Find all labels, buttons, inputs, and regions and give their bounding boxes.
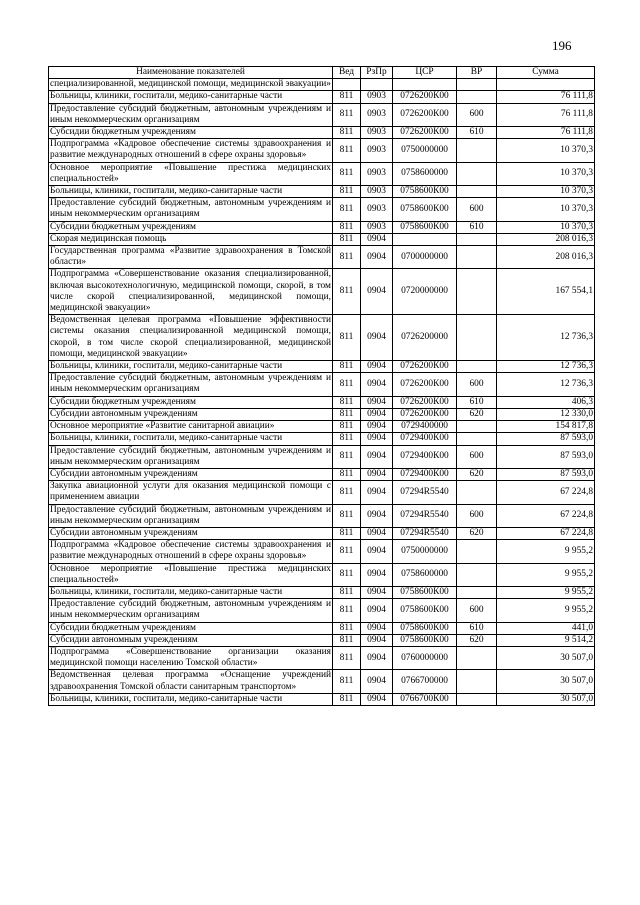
table-row [49, 91, 595, 103]
cell-sum: 9 955,2 [497, 586, 595, 598]
cell-csr [393, 233, 457, 245]
cell-sum: 67 224,8 [497, 481, 595, 504]
cell-csr: 0758600К00 [393, 634, 457, 646]
cell-vr [457, 540, 497, 563]
cell-rzpr: 0904 [361, 634, 393, 646]
cell-ved: 811 [333, 646, 361, 669]
table-row [49, 162, 595, 185]
cell-rzpr: 0904 [361, 481, 393, 504]
cell-vr [457, 646, 497, 669]
table-row [49, 233, 595, 245]
cell-csr: 0720000000 [393, 269, 457, 315]
cell-vr: 600 [457, 198, 497, 221]
cell-name: Основное мероприятие «Повышение престижа медицинских специальностей» [50, 563, 331, 585]
table-row [49, 634, 595, 646]
cell-sum: 76 111,8 [497, 127, 595, 139]
table-row [49, 527, 595, 539]
cell-name: Субсидии автономным учреждениям [49, 468, 333, 480]
cell-sum: 10 370,3 [497, 162, 595, 185]
cell-name: Субсидии бюджетным учреждениям [49, 622, 333, 634]
table-row [49, 563, 595, 586]
cell-sum: 87 593,0 [497, 468, 595, 480]
cell-rzpr: 0904 [361, 421, 393, 433]
cell-name: Больницы, клиники, госпитали, медико-санитарные части [49, 433, 333, 445]
table-row [49, 127, 595, 139]
cell-vr [457, 269, 497, 315]
cell-sum: 12 736,3 [497, 373, 595, 396]
cell-name: Закупка авиационной услуги для оказания медицинской помощи с применением авиации [50, 481, 331, 503]
cell-sum: 9 955,2 [497, 599, 595, 622]
cell-name: Субсидии бюджетным учреждениям [49, 396, 333, 408]
cell-rzpr: 0903 [361, 186, 393, 198]
cell-csr: 0758600000 [393, 563, 457, 586]
cell-ved: 811 [333, 127, 361, 139]
cell-ved: 811 [333, 586, 361, 598]
cell-rzpr: 0904 [361, 433, 393, 445]
cell-sum: 76 111,8 [497, 103, 595, 126]
cell-rzpr: 0903 [361, 198, 393, 221]
cell-rzpr: 0904 [361, 670, 393, 693]
cell-csr: 0750000000 [393, 139, 457, 162]
cell-sum [497, 79, 595, 91]
cell-csr: 0729400К00 [393, 468, 457, 480]
cell-sum: 12 736,3 [497, 315, 595, 361]
cell-csr: 0758600К00 [393, 622, 457, 634]
cell-csr [393, 79, 457, 91]
cell-csr: 0726200К00 [393, 408, 457, 420]
cell-ved: 811 [333, 527, 361, 539]
cell-rzpr: 0903 [361, 127, 393, 139]
cell-vr [457, 233, 497, 245]
cell-rzpr: 0904 [361, 586, 393, 598]
cell-name: Предоставление субсидий бюджетным, автономным учреждениям и иным некоммерческим организациям [50, 373, 331, 395]
cell-ved: 811 [333, 233, 361, 245]
cell-ved: 811 [333, 504, 361, 527]
cell-vr [457, 139, 497, 162]
cell-name: Субсидии бюджетным учреждениям [49, 127, 333, 139]
cell-sum: 208 016,3 [497, 246, 595, 269]
table-row [49, 246, 595, 269]
cell-sum: 76 111,8 [497, 91, 595, 103]
cell-name: Подпрограмма «Совершенствование организации оказания медицинской помощи населению Томской области» [50, 646, 331, 669]
cell-name: Предоставление субсидий бюджетным, автономным учреждениям и иным некоммерческим организациям [50, 103, 331, 125]
cell-rzpr: 0904 [361, 361, 393, 373]
cell-vr [457, 670, 497, 693]
cell-vr: 600 [457, 103, 497, 126]
table-row [49, 139, 595, 162]
cell-sum: 9 955,2 [497, 563, 595, 586]
cell-csr: 0758600К00 [393, 186, 457, 198]
cell-ved [333, 79, 361, 91]
cell-ved: 811 [333, 198, 361, 221]
cell-ved: 811 [333, 540, 361, 563]
cell-vr: 600 [457, 599, 497, 622]
cell-csr: 0758600К00 [393, 599, 457, 622]
cell-vr [457, 246, 497, 269]
table-row [49, 103, 595, 126]
table-row [49, 79, 595, 91]
cell-sum: 167 554,1 [497, 269, 595, 315]
cell-ved: 811 [333, 634, 361, 646]
cell-name: Больницы, клиники, госпитали, медико-санитарные части [49, 586, 333, 598]
cell-sum: 406,3 [497, 396, 595, 408]
cell-name: Субсидии автономным учреждениям [49, 527, 333, 539]
cell-ved: 811 [333, 139, 361, 162]
cell-name: Больницы, клиники, госпитали, медико-санитарные части [49, 91, 333, 103]
cell-ved: 811 [333, 408, 361, 420]
cell-sum: 10 370,3 [497, 139, 595, 162]
cell-name: Субсидии автономным учреждениям [49, 634, 333, 646]
cell-name: Скорая медицинская помощь [49, 233, 333, 245]
header-ved: Вед [333, 67, 361, 79]
table-row [49, 269, 595, 315]
cell-csr: 0726200К00 [393, 396, 457, 408]
cell-rzpr: 0904 [361, 622, 393, 634]
cell-ved: 811 [333, 693, 361, 705]
cell-ved: 811 [333, 445, 361, 468]
cell-vr [457, 91, 497, 103]
cell-vr [457, 421, 497, 433]
table-row [49, 504, 595, 527]
cell-csr: 0726200К00 [393, 373, 457, 396]
cell-sum: 10 370,3 [497, 221, 595, 233]
cell-csr: 0758600К00 [393, 221, 457, 233]
cell-sum: 441,0 [497, 622, 595, 634]
cell-sum: 30 507,0 [497, 646, 595, 669]
cell-rzpr: 0903 [361, 91, 393, 103]
cell-name: Государственная программа «Развитие здравоохранения в Томской области» [50, 246, 331, 268]
cell-name: Больницы, клиники, госпитали, медико-санитарные части [49, 361, 333, 373]
cell-vr [457, 481, 497, 504]
table-row [49, 433, 595, 445]
cell-ved: 811 [333, 91, 361, 103]
cell-sum: 9 514,2 [497, 634, 595, 646]
cell-vr: 620 [457, 408, 497, 420]
cell-name: Ведомственная целевая программа «Оснащение учреждений здравоохранения Томской области санитарным транспортом» [50, 670, 331, 692]
cell-name: Основное мероприятие «Повышение престижа медицинских специальностей» [50, 162, 331, 184]
cell-csr: 07294R5540 [393, 481, 457, 504]
cell-ved: 811 [333, 361, 361, 373]
table-row [49, 693, 595, 705]
cell-csr: 07294R5540 [393, 504, 457, 527]
table-row [49, 481, 595, 504]
cell-csr: 0700000000 [393, 246, 457, 269]
cell-csr: 0750000000 [393, 540, 457, 563]
cell-csr: 0729400К00 [393, 433, 457, 445]
header-rzpr: РзПр [361, 67, 393, 79]
header-sum: Сумма [497, 67, 595, 79]
cell-rzpr: 0903 [361, 103, 393, 126]
cell-csr: 0726200К00 [393, 127, 457, 139]
cell-rzpr: 0903 [361, 221, 393, 233]
cell-name: Субсидии бюджетным учреждениям [49, 221, 333, 233]
table-row [49, 670, 595, 693]
cell-vr: 620 [457, 527, 497, 539]
table-row [49, 408, 595, 420]
cell-name: Субсидии автономным учреждениям [49, 408, 333, 420]
header-vr: ВР [457, 67, 497, 79]
cell-rzpr: 0904 [361, 396, 393, 408]
table-row [49, 646, 595, 669]
cell-vr: 620 [457, 468, 497, 480]
cell-ved: 811 [333, 221, 361, 233]
cell-vr: 610 [457, 622, 497, 634]
cell-name: Основное мероприятие «Развитие санитарной авиации» [49, 421, 333, 433]
cell-vr: 610 [457, 396, 497, 408]
cell-sum: 87 593,0 [497, 445, 595, 468]
cell-name: Предоставление субсидий бюджетным, автономным учреждениям и иным некоммерческим организациям [50, 504, 331, 526]
cell-rzpr: 0904 [361, 269, 393, 315]
page-number: 196 [552, 38, 572, 53]
table-row [49, 622, 595, 634]
cell-sum: 12 736,3 [497, 361, 595, 373]
cell-rzpr: 0904 [361, 315, 393, 361]
table-row [49, 540, 595, 563]
cell-csr: 0758600К00 [393, 198, 457, 221]
cell-csr: 0758600К00 [393, 586, 457, 598]
cell-rzpr: 0904 [361, 540, 393, 563]
table-row [49, 599, 595, 622]
cell-vr [457, 79, 497, 91]
cell-rzpr: 0904 [361, 246, 393, 269]
cell-ved: 811 [333, 373, 361, 396]
cell-vr [457, 361, 497, 373]
cell-ved: 811 [333, 599, 361, 622]
cell-csr: 07294R5540 [393, 527, 457, 539]
cell-name: Ведомственная целевая программа «Повышение эффективности системы оказания специализированной медицинской помощи, скорой, в том числе скорой специализированной, медицинской помощи, медицинской эвакуации» [50, 315, 331, 359]
cell-ved: 811 [333, 563, 361, 586]
cell-ved: 811 [333, 433, 361, 445]
cell-ved: 811 [333, 468, 361, 480]
cell-rzpr: 0903 [361, 162, 393, 185]
cell-ved: 811 [333, 670, 361, 693]
cell-vr: 600 [457, 373, 497, 396]
cell-name: Предоставление субсидий бюджетным, автономным учреждениям и иным некоммерческим организациям [50, 198, 331, 220]
header-name: Наименование показателей [49, 67, 333, 79]
cell-sum: 67 224,8 [497, 527, 595, 539]
cell-csr: 0766700К00 [393, 693, 457, 705]
cell-vr [457, 433, 497, 445]
cell-rzpr: 0904 [361, 646, 393, 669]
cell-csr: 0729400К00 [393, 445, 457, 468]
cell-vr: 620 [457, 634, 497, 646]
cell-sum: 87 593,0 [497, 433, 595, 445]
cell-sum: 67 224,8 [497, 504, 595, 527]
cell-rzpr [361, 79, 393, 91]
table-row [49, 396, 595, 408]
cell-rzpr: 0904 [361, 563, 393, 586]
cell-rzpr: 0904 [361, 599, 393, 622]
table-row [49, 186, 595, 198]
table-row [49, 421, 595, 433]
cell-sum: 10 370,3 [497, 198, 595, 221]
cell-rzpr: 0904 [361, 233, 393, 245]
cell-rzpr: 0904 [361, 408, 393, 420]
cell-rzpr: 0904 [361, 468, 393, 480]
cell-csr: 0729400000 [393, 421, 457, 433]
cell-ved: 811 [333, 421, 361, 433]
cell-csr: 0766700000 [393, 670, 457, 693]
cell-name: Больницы, клиники, госпитали, медико-санитарные части [49, 693, 333, 705]
header-csr: ЦСР [393, 67, 457, 79]
cell-ved: 811 [333, 246, 361, 269]
cell-sum: 30 507,0 [497, 670, 595, 693]
cell-name: специализированной, медицинской помощи, медицинской эвакуации» [50, 79, 331, 90]
cell-name: Подпрограмма «Совершенствование оказания специализированной, включая высокотехнологичную, медицинской помощи, скорой, в том числе скорой специализированной, медицинской помощи, медицинской эвакуации» [50, 269, 331, 314]
cell-csr: 0760000000 [393, 646, 457, 669]
cell-rzpr: 0904 [361, 445, 393, 468]
cell-sum: 10 370,3 [497, 186, 595, 198]
cell-ved: 811 [333, 162, 361, 185]
table-row [49, 468, 595, 480]
table-row [49, 373, 595, 396]
cell-vr: 600 [457, 445, 497, 468]
cell-csr: 0726200000 [393, 315, 457, 361]
cell-sum: 154 817,8 [497, 421, 595, 433]
cell-rzpr: 0904 [361, 527, 393, 539]
cell-name: Подпрограмма «Кадровое обеспечение системы здравоохранения и развитие международных отношений в сфере охраны здоровья» [50, 540, 331, 562]
cell-sum: 208 016,3 [497, 233, 595, 245]
cell-vr: 610 [457, 221, 497, 233]
cell-csr: 0726200К00 [393, 361, 457, 373]
cell-vr: 600 [457, 504, 497, 527]
budget-table [48, 66, 595, 706]
table-header-row [49, 67, 595, 79]
cell-ved: 811 [333, 186, 361, 198]
cell-ved: 811 [333, 269, 361, 315]
cell-vr [457, 186, 497, 198]
cell-sum: 30 507,0 [497, 693, 595, 705]
cell-rzpr: 0904 [361, 373, 393, 396]
cell-rzpr: 0904 [361, 504, 393, 527]
cell-name: Больницы, клиники, госпитали, медико-санитарные части [49, 186, 333, 198]
table-row [49, 445, 595, 468]
table-row [49, 586, 595, 598]
cell-vr: 610 [457, 127, 497, 139]
table-row [49, 221, 595, 233]
cell-name: Предоставление субсидий бюджетным, автономным учреждениям и иным некоммерческим организациям [50, 599, 331, 621]
cell-ved: 811 [333, 396, 361, 408]
cell-sum: 12 330,0 [497, 408, 595, 420]
cell-csr: 0758600000 [393, 162, 457, 185]
cell-vr [457, 315, 497, 361]
cell-name: Предоставление субсидий бюджетным, автономным учреждениям и иным некоммерческим организациям [50, 445, 331, 467]
table-row [49, 198, 595, 221]
cell-rzpr: 0904 [361, 693, 393, 705]
cell-ved: 811 [333, 103, 361, 126]
cell-rzpr: 0903 [361, 139, 393, 162]
cell-csr: 0726200К00 [393, 103, 457, 126]
cell-vr [457, 586, 497, 598]
cell-sum: 9 955,2 [497, 540, 595, 563]
cell-ved: 811 [333, 481, 361, 504]
cell-name: Подпрограмма «Кадровое обеспечение системы здравоохранения и развитие международных отношений в сфере охраны здоровья» [50, 139, 331, 161]
cell-vr [457, 162, 497, 185]
cell-vr [457, 563, 497, 586]
cell-vr [457, 693, 497, 705]
cell-csr: 0726200К00 [393, 91, 457, 103]
table-row [49, 361, 595, 373]
cell-ved: 811 [333, 622, 361, 634]
table-row [49, 315, 595, 361]
cell-ved: 811 [333, 315, 361, 361]
